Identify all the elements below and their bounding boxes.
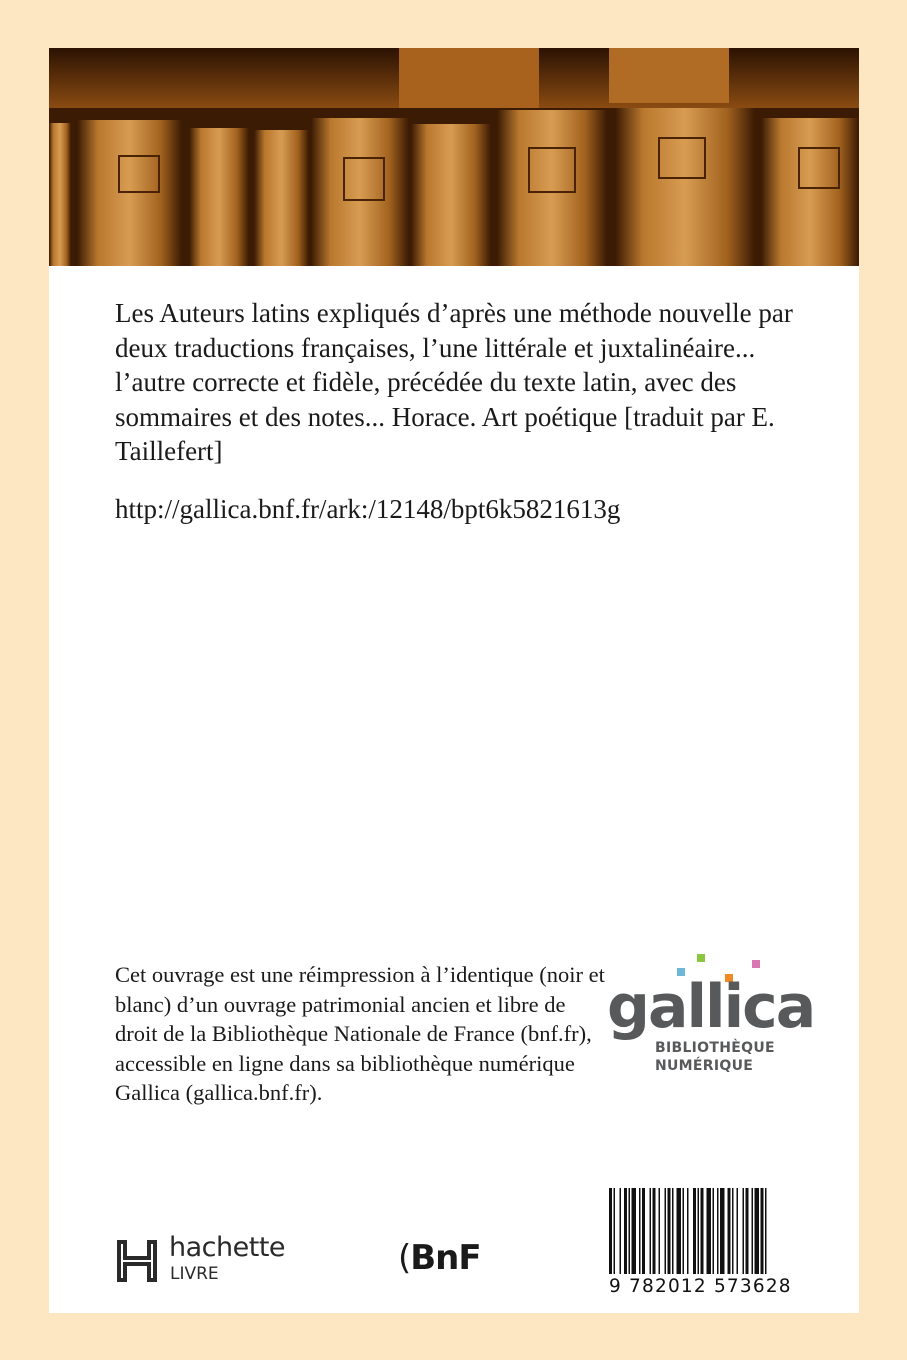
gallica-subtitle-2: NUMÉRIQUE	[655, 1058, 754, 1074]
bnf-wordmark: BnF	[410, 1238, 481, 1278]
gallica-logo	[607, 966, 815, 1086]
hachette-wordmark: hachette	[169, 1232, 286, 1263]
green-square-icon	[697, 954, 705, 962]
bnf-logo	[398, 1238, 481, 1278]
bnf-bracket-icon: (	[398, 1238, 411, 1278]
gallica-wordmark: gallica	[607, 972, 815, 1042]
book-spines-image	[49, 48, 859, 266]
livre-wordmark: LIVRE	[170, 1264, 219, 1284]
reprint-notice: Cet ouvrage est une réimpression à l’identique (noir et blanc) d’un ouvrage patrimonial ancien et libre de droit de la Bibliothèque Nationale de France (bnf.fr), accessible en ligne dans sa bibliothèque numérique Gallica (gallica.bnf.fr).	[115, 962, 605, 1105]
isbn-number: 9 782012 573628	[609, 1276, 792, 1297]
gallica-url: http://gallica.bnf.fr/ark:/12148/bpt6k5821613g	[115, 494, 621, 524]
hachette-h-icon	[115, 1238, 159, 1284]
back-cover	[49, 48, 859, 1313]
isbn-barcode	[609, 1188, 809, 1300]
barcode-bars	[609, 1188, 809, 1274]
book-title: Les Auteurs latins expliqués d’après une méthode nouvelle par deux traductions françaises, l’une littérale et juxtalinéaire... l’autre correcte et fidèle, précédée du texte latin, avec des sommaires et des notes... Horace. Art poétique [traduit par E. Taillefert]	[115, 298, 793, 466]
pink-square-icon	[752, 960, 760, 968]
gallica-subtitle-1: BIBLIOTHÈQUE	[655, 1040, 775, 1056]
hachette-livre-logo	[115, 1232, 305, 1284]
